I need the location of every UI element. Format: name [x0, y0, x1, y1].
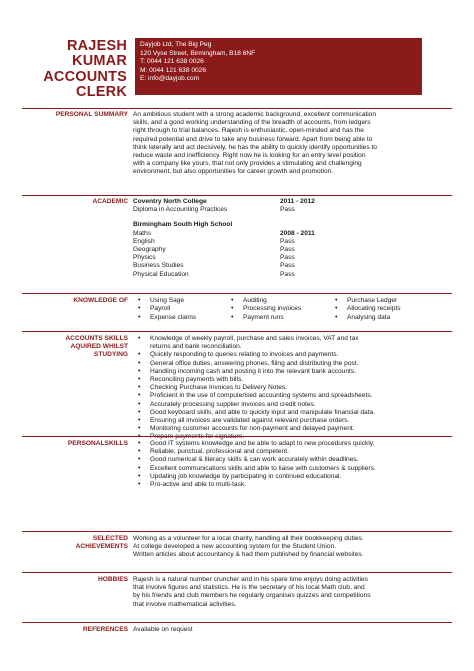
- section-label: PERSONAL SUMMARY: [55, 111, 128, 118]
- academic-result: Pass: [280, 206, 295, 214]
- summary-line: right through to trial balances. Rajesh is enthusiastic, open-minded and has the: [133, 127, 364, 135]
- bullet-icon: •: [138, 297, 141, 304]
- section-divider: [22, 293, 452, 294]
- achievement-line: Written articles about accountancy & had them published by financial websites.: [133, 551, 364, 559]
- academic-subject: Business Studies: [133, 262, 184, 270]
- candidate-name: [40, 39, 127, 101]
- bullet-icon: •: [138, 408, 141, 416]
- academic-spacer: [133, 214, 453, 221]
- section-divider: [22, 531, 452, 532]
- knowledge-row: • Payroll • Processing invoices • Allocating receipts: [138, 305, 401, 313]
- bullet-icon: •: [138, 384, 141, 392]
- name-line: RAJESH: [66, 38, 127, 54]
- name-line: KUMAR: [72, 53, 127, 70]
- bullet-icon: •: [138, 359, 141, 367]
- section-divider: [22, 331, 452, 332]
- academic-result: Pass: [280, 237, 295, 245]
- academic-years: 2008 - 2011: [280, 229, 315, 237]
- section-divider: [22, 436, 452, 437]
- summary-line: think laterally and act decisively, he has the ability to quickly identify opportunities to: [133, 143, 377, 151]
- academic-row: [133, 238, 453, 246]
- list-item: • Excellent communications skills and able to liaise with customers & suppliers.: [138, 464, 376, 472]
- list-item: • Reliable, punctual, professional and competent.: [138, 448, 289, 456]
- hobbies-line: that involve mathematical activities.: [133, 600, 237, 608]
- achievements-text: [133, 535, 453, 560]
- academic-table: [133, 198, 453, 279]
- section-personal-summary: [22, 108, 452, 176]
- hobbies-line: Rajesh is a natural number cruncher and in his spare time enjoys doing activities: [133, 576, 368, 583]
- summary-line: required potential and drive to take any business forward. Apart from being able to: [133, 135, 373, 143]
- bullet-icon: •: [138, 392, 141, 400]
- section-label: HOBBIES: [97, 576, 128, 583]
- hobbies-line: by his friends and club members he regularly organises quizzes and competitions: [133, 592, 371, 600]
- academic-institution: Coventry North College: [133, 198, 207, 205]
- academic-row: [133, 221, 453, 229]
- achievement-line: Working as a volunteer for a local charity, handling all their bookkeeping duties.: [133, 535, 364, 542]
- section-divider: [22, 572, 452, 573]
- list-item: • Good keyboard skills, and able to quickly input and manipulate financial data.: [138, 408, 376, 416]
- list-item: • Accurately processing supplier invoices and credit notes.: [138, 400, 316, 408]
- section-label: ACADEMIC: [92, 198, 128, 205]
- academic-institution: Birmingham South High School: [133, 221, 233, 229]
- bullet-icon: •: [231, 305, 234, 313]
- name-line: CLERK: [76, 84, 127, 101]
- personal-skills-list: [138, 440, 458, 489]
- section-divider: [22, 622, 452, 623]
- list-item: • Proficient in the use of computerised accounting systems and spreadsheets.: [138, 392, 373, 400]
- name-line: ACCOUNTS: [43, 68, 127, 85]
- list-item: • General office duties, answering phones, filing and distributing the post.: [138, 359, 359, 367]
- bullet-icon: •: [138, 481, 141, 489]
- knowledge-row: • Using Sage • Auditing • Purchase Ledger: [138, 297, 398, 304]
- academic-result: Pass: [280, 245, 295, 253]
- summary-line: with a company like yours, that not only provides a stimulating and challenging: [133, 160, 362, 168]
- section-label: PERSONALSKILLS: [67, 440, 128, 447]
- bullet-icon: •: [138, 313, 141, 321]
- bullet-icon: •: [335, 297, 338, 304]
- knowledge-row: • Expense claims • Payment runs • Analysing data: [138, 313, 391, 321]
- academic-result: Pass: [280, 254, 295, 262]
- academic-subject: Physics: [133, 254, 156, 262]
- bullet-icon: •: [138, 440, 141, 447]
- bullet-icon: •: [231, 313, 234, 321]
- achievement-line: At college developed a new accounting system for the Student Union.: [133, 543, 337, 551]
- section-label: ACCOUNTS SKILLS AQUIRED WHILST STUDYING: [65, 335, 128, 359]
- bullet-icon: •: [231, 297, 234, 304]
- section-label: REFERENCES: [82, 626, 128, 633]
- bullet-icon: •: [335, 313, 338, 321]
- knowledge-grid: [133, 297, 453, 322]
- academic-course: Diploma in Accounting Practices: [133, 206, 228, 214]
- bullet-icon: •: [138, 456, 141, 464]
- section-accounts-skills: [22, 331, 452, 433]
- summary-line: skills, and a good working understanding of the breadth of accounts, from ledgers: [133, 119, 371, 127]
- bullet-icon: •: [138, 425, 141, 433]
- list-item: • Updating job knowledge by participating in continued educational.: [138, 472, 342, 480]
- bullet-icon: •: [138, 400, 141, 408]
- section-label: SELECTED ACHIEVEMENTS: [75, 535, 128, 551]
- bullet-icon: •: [138, 417, 141, 425]
- academic-subject: Geography: [133, 245, 166, 253]
- section-achievements: [22, 531, 452, 559]
- bullet-icon: •: [138, 335, 141, 342]
- bullet-icon: •: [138, 472, 141, 480]
- academic-row: [133, 262, 453, 270]
- bullet-icon: •: [138, 305, 141, 313]
- bullet-icon: •: [138, 464, 141, 472]
- hobbies-line: that involve figures and statistics. He is the secretary of his local Math club, and: [133, 584, 365, 592]
- bullet-icon: •: [138, 367, 141, 375]
- academic-row: [133, 246, 453, 254]
- bullet-icon: •: [138, 376, 141, 384]
- section-personal-skills: [22, 436, 452, 489]
- list-item: • Pro-active and able to multi-task.: [138, 481, 247, 489]
- academic-row: [133, 271, 453, 279]
- summary-line: reduce waste and inefficiency. Right now he is looking for an entry level position: [133, 152, 366, 160]
- list-item: • Ensuring all invoices are validated against relevant purchase orders.: [138, 417, 350, 425]
- section-knowledge: [22, 293, 452, 321]
- academic-row: [133, 230, 453, 238]
- academic-subject: Physical Education: [133, 270, 189, 278]
- summary-line: environment, but also opportunities for career growth and promotion.: [133, 168, 334, 176]
- academic-result: Pass: [280, 262, 295, 270]
- section-divider: [22, 108, 452, 109]
- contact-box: [135, 38, 422, 95]
- section-label: KNOWLEDGE OF: [73, 297, 128, 304]
- section-hobbies: [22, 572, 452, 608]
- bullet-icon: •: [138, 351, 141, 359]
- summary-line: An ambitious student with a strong academic background, excellent communication: [133, 111, 376, 118]
- section-divider: [22, 195, 452, 196]
- bullet-icon: •: [138, 448, 141, 456]
- section-academic: [22, 195, 452, 278]
- contact-mobile: M: 0044 121 638 0026: [140, 66, 206, 74]
- academic-row: [133, 206, 453, 214]
- list-item: • Handling incoming cash and posting it into the relevant bank accounts.: [138, 367, 356, 375]
- summary-text: [133, 111, 453, 177]
- list-item: returns and bank reconciliation.: [150, 343, 242, 351]
- section-references: [22, 622, 452, 633]
- academic-row: [133, 198, 453, 206]
- contact-phone: T: 0044 121 638 0026: [140, 58, 204, 66]
- academic-years: 2011 - 2012: [280, 198, 315, 205]
- hobbies-text: [133, 576, 453, 609]
- list-item: • Knowledge of weekly payroll, purchase and sales invoices, VAT and tax: [138, 335, 359, 342]
- references-text: Available on request: [133, 626, 193, 633]
- academic-subject: Maths: [133, 229, 151, 237]
- academic-subject: English: [133, 237, 155, 245]
- contact-company: Dayjob Ltd, The Big Peg: [140, 41, 212, 48]
- bullet-icon: •: [335, 305, 338, 313]
- academic-row: [133, 254, 453, 262]
- list-item: • Good IT systems knowledge and be able to adapt to new procedures quickly.: [138, 440, 375, 447]
- list-item: • Monitoring customer accounts for non-payment and delayed payment.: [138, 425, 355, 433]
- contact-address: 120 Vyse Street, Birmingham, B18 6NF: [140, 49, 256, 57]
- list-item: • Quickly responding to queries relating to invoices and payments.: [138, 351, 339, 359]
- list-item: • Checking Purchase Invoices to Delivery Notes.: [138, 384, 288, 392]
- contact-email[interactable]: E: info@dayjob.com: [140, 75, 200, 83]
- list-item: • Reconciling payments with bills.: [138, 376, 244, 384]
- list-item: • Good numerical & literacy skills & can work accurately within deadlines.: [138, 456, 359, 464]
- academic-result: Pass: [280, 270, 295, 278]
- accounts-skills-list: [138, 335, 458, 442]
